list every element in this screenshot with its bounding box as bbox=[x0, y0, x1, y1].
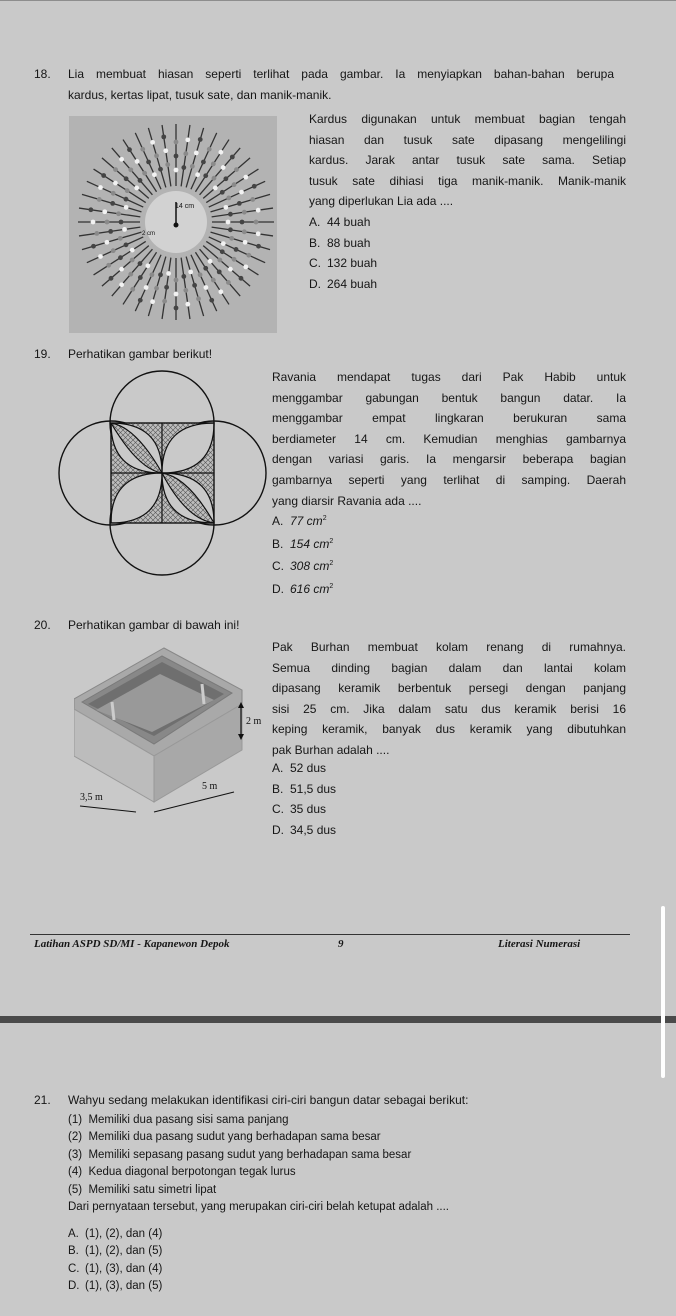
bead bbox=[119, 267, 124, 272]
q19-body-line: yang diarsir Ravania ada .... bbox=[272, 493, 422, 508]
bead bbox=[102, 209, 107, 214]
bead bbox=[232, 257, 237, 262]
bead bbox=[124, 176, 129, 181]
scrollbar[interactable] bbox=[661, 906, 665, 1078]
q18-option-b[interactable]: B. 88 buah bbox=[309, 235, 371, 250]
bead bbox=[256, 208, 261, 213]
q20-body-line: Semua dinding bagian dalam dan lantai kolam bbox=[272, 660, 626, 675]
bead bbox=[229, 236, 234, 241]
q20-option-b[interactable]: B. 51,5 dus bbox=[272, 781, 337, 796]
bead bbox=[237, 201, 242, 206]
label-length: 5 m bbox=[202, 781, 218, 792]
bead bbox=[122, 227, 127, 232]
bead bbox=[218, 289, 223, 294]
bead bbox=[211, 162, 216, 167]
bead bbox=[163, 148, 168, 153]
q19-intro: Perhatikan gambar berikut! bbox=[68, 347, 213, 361]
q20-option-a[interactable]: A. 52 dus bbox=[272, 761, 327, 775]
bead bbox=[203, 173, 208, 178]
bead bbox=[135, 159, 140, 164]
bead bbox=[209, 298, 214, 303]
bead bbox=[243, 240, 248, 245]
page-break bbox=[0, 1016, 676, 1023]
bead bbox=[223, 205, 228, 210]
bead bbox=[220, 190, 225, 195]
bead bbox=[144, 285, 149, 290]
q19-option-a[interactable]: A. 77 $cm^2$ bbox=[272, 514, 327, 528]
bead bbox=[128, 272, 133, 277]
q19-circles-drawing bbox=[58, 365, 272, 581]
bead bbox=[97, 197, 102, 202]
q20-pool-figure bbox=[74, 644, 274, 824]
bead bbox=[125, 188, 130, 193]
bead bbox=[256, 231, 261, 236]
q20-body-line: Pak Burhan membuat kolam renang di rumahnya. bbox=[272, 640, 626, 654]
bead bbox=[230, 155, 235, 160]
bead bbox=[94, 231, 99, 236]
bead bbox=[242, 229, 247, 234]
bead bbox=[113, 167, 118, 172]
q19-options bbox=[272, 509, 333, 599]
bead bbox=[124, 197, 129, 202]
label-depth: 2 m bbox=[246, 716, 262, 727]
bead bbox=[158, 272, 163, 277]
bead bbox=[183, 151, 188, 156]
bead bbox=[228, 267, 233, 272]
q20-body-line: sisi 25 cm. Jika dalam satu dus keramik berisi 16 bbox=[272, 701, 626, 716]
bead bbox=[198, 272, 203, 277]
bead bbox=[218, 150, 223, 155]
bead bbox=[138, 275, 143, 280]
bead bbox=[234, 247, 239, 252]
q19-body-line: gambarnya seperti yang terlihat di samping. Daerah bbox=[272, 472, 626, 487]
q19-option-d[interactable]: D. 616 $cm^2$ bbox=[272, 581, 334, 596]
bead bbox=[134, 186, 139, 191]
bead bbox=[109, 276, 114, 281]
q18-intro-line: Lia membuat hiasan seperti terlihat pada gambar. Ia menyiapkan bahan-bahan berupa bbox=[68, 67, 614, 81]
q21-number: 21. bbox=[34, 1093, 51, 1107]
q20-body-line: keping keramik, banyak dus keramik yang dibutuhkan bbox=[272, 722, 626, 737]
q18-body-line: kardus. Jarak antar tusuk sate sama. Setiap bbox=[309, 153, 626, 168]
footer-divider bbox=[30, 934, 630, 935]
q18-option-d[interactable]: D. 264 buah bbox=[309, 276, 378, 291]
bead bbox=[142, 171, 147, 176]
bead bbox=[98, 254, 103, 259]
q19-number: 19. bbox=[34, 347, 51, 361]
bead bbox=[207, 147, 212, 152]
bead bbox=[223, 176, 228, 181]
bead bbox=[146, 160, 151, 165]
bead bbox=[161, 134, 166, 139]
bead bbox=[124, 205, 129, 210]
bead bbox=[174, 154, 179, 159]
bead bbox=[208, 259, 213, 264]
bead bbox=[118, 236, 123, 241]
bead bbox=[98, 185, 103, 190]
bead bbox=[130, 258, 135, 263]
q21-option-b[interactable]: B. (1), (2), dan (5) bbox=[68, 1245, 163, 1258]
q19-body-line: berdiameter 14 cm. Kemudian menghias gambarnya bbox=[272, 431, 626, 446]
bead bbox=[234, 167, 239, 172]
footer-page-number: 9 bbox=[338, 938, 344, 950]
bead bbox=[217, 258, 222, 263]
bead bbox=[188, 269, 193, 274]
bead bbox=[226, 280, 231, 285]
bead bbox=[127, 147, 132, 152]
bead bbox=[162, 299, 167, 304]
bead bbox=[88, 207, 93, 212]
bead bbox=[106, 263, 111, 268]
footer-title: Latihan ASPD SD/MI - Kapanewon Depok bbox=[34, 938, 230, 950]
bead bbox=[128, 167, 133, 172]
bead bbox=[119, 282, 124, 287]
bead bbox=[181, 165, 186, 170]
bead bbox=[183, 288, 188, 293]
bead bbox=[158, 167, 163, 172]
q21-statement: (2) Memiliki dua pasang sudut yang berhadapan sama besar bbox=[68, 1131, 381, 1144]
q21-option-d[interactable]: D. (1), (3), dan (5) bbox=[68, 1280, 163, 1293]
footer-subject: Literasi Numerasi bbox=[498, 938, 581, 950]
bead bbox=[243, 175, 248, 180]
bead bbox=[239, 276, 244, 281]
bead bbox=[203, 266, 208, 271]
bead bbox=[118, 255, 123, 260]
q18-body-line: tusuk sate dihiasi tiga manik-manik. Manik-manik bbox=[309, 173, 626, 188]
bead bbox=[111, 191, 116, 196]
q21-option-c[interactable]: C. (1), (3), dan (4) bbox=[68, 1262, 163, 1275]
q20-options bbox=[272, 758, 336, 840]
center-dot bbox=[174, 223, 179, 228]
bead bbox=[113, 181, 118, 186]
skewer-stick bbox=[123, 140, 157, 192]
bead bbox=[119, 220, 124, 225]
bead bbox=[192, 283, 197, 288]
q21-statement: (3) Memiliki sepasang pasang sudut yang berhadapan sama besar bbox=[68, 1148, 412, 1161]
bead bbox=[226, 220, 231, 225]
bead bbox=[110, 201, 115, 206]
bead bbox=[138, 178, 143, 183]
bead bbox=[201, 160, 206, 165]
q18-body-line: hiasan dan tusuk sate dipasang mengelilingi bbox=[309, 132, 626, 147]
q21-intro: Wahyu sedang melakukan identifikasi ciri-ciri bangun datar sebagai berikut: bbox=[68, 1093, 469, 1107]
q19-body-line: menggambar empat lingkaran berukuran sama bbox=[272, 411, 626, 426]
bead bbox=[212, 176, 217, 181]
q21-question: Dari pernyataan tersebut, yang merupakan ciri-ciri belah ketupat adalah .... bbox=[68, 1201, 449, 1214]
q20-number: 20. bbox=[34, 618, 51, 632]
bead bbox=[138, 298, 143, 303]
q19-body-line: dengan variasi garis. Ia mengarsir beberapa bagian bbox=[272, 452, 626, 467]
bead bbox=[150, 299, 155, 304]
bead bbox=[165, 162, 170, 167]
bead bbox=[239, 190, 244, 195]
bead bbox=[91, 244, 96, 249]
q18-intro-line: kardus, kertas lipat, tusuk sate, dan manik-manik. bbox=[68, 87, 332, 102]
bead bbox=[190, 164, 195, 169]
bead bbox=[174, 306, 179, 311]
bead bbox=[164, 285, 169, 290]
bead bbox=[108, 229, 113, 234]
q21-statement: (1) Memiliki dua pasang sisi sama panjang bbox=[68, 1114, 289, 1126]
bead bbox=[140, 147, 145, 152]
q20-body-line: dipasang keramik berbentuk persegi dengan panjang bbox=[272, 681, 626, 696]
bead bbox=[124, 242, 129, 247]
q18-body bbox=[309, 109, 626, 212]
bead bbox=[154, 153, 159, 158]
label-width: 3,5 m bbox=[80, 792, 103, 803]
bead bbox=[138, 261, 143, 266]
q19-option-b[interactable]: B. 154 $cm^2$ bbox=[272, 536, 334, 551]
q19-body-line: menggambar gabungan bentuk bangun datar. Ia bbox=[272, 390, 626, 405]
bead bbox=[243, 264, 248, 269]
q19-body-line: Ravania mendapat tugas dari Pak Habib untuk bbox=[272, 370, 626, 384]
bead bbox=[91, 220, 96, 225]
bead bbox=[232, 182, 237, 187]
bead bbox=[154, 286, 159, 291]
bead bbox=[150, 272, 155, 277]
q20-option-d[interactable]: D. 34,5 dus bbox=[272, 822, 337, 837]
bead bbox=[119, 157, 124, 162]
bead bbox=[130, 287, 135, 292]
bead bbox=[145, 263, 150, 268]
q18-sunburst-drawing bbox=[69, 116, 277, 333]
q21-option-a[interactable]: A. (1), (2), dan (4) bbox=[68, 1228, 163, 1240]
bead bbox=[213, 186, 218, 191]
bead bbox=[246, 253, 251, 258]
q18-option-a[interactable]: A. 44 buah bbox=[309, 215, 371, 229]
q19-body bbox=[272, 367, 626, 511]
bead bbox=[130, 248, 135, 253]
bead bbox=[185, 137, 190, 142]
q18-options bbox=[309, 212, 377, 294]
q18-option-c[interactable]: C. 132 buah bbox=[309, 256, 378, 271]
bead bbox=[221, 165, 226, 170]
bead bbox=[174, 168, 179, 173]
bead bbox=[152, 172, 157, 177]
bead bbox=[101, 173, 106, 178]
label-2cm: 2 cm bbox=[142, 231, 156, 237]
q21-statement: (4) Kedua diagonal berpotongan tegak lurus bbox=[68, 1166, 296, 1179]
bead bbox=[166, 271, 171, 276]
bead bbox=[111, 248, 116, 253]
bead bbox=[242, 210, 247, 215]
q21-statement: (5) Memiliki satu simetri lipat bbox=[68, 1183, 217, 1196]
bead bbox=[228, 212, 233, 217]
q20-body bbox=[272, 637, 626, 761]
q18-number: 18. bbox=[34, 67, 51, 81]
q21-statements bbox=[68, 1112, 449, 1216]
bead bbox=[195, 172, 200, 177]
bead bbox=[220, 249, 225, 254]
q19-circles-figure bbox=[58, 365, 272, 581]
bead bbox=[256, 244, 261, 249]
q20-body-line: pak Burhan adalah .... bbox=[272, 742, 390, 757]
q18-intro bbox=[68, 64, 614, 105]
bead bbox=[211, 278, 216, 283]
top-border bbox=[0, 0, 676, 1]
q20-intro: Perhatikan gambar di bawah ini! bbox=[68, 618, 240, 632]
bead bbox=[196, 296, 201, 301]
bead bbox=[226, 196, 231, 201]
bead bbox=[250, 197, 255, 202]
q18-body-line: yang diperlukan Lia ada .... bbox=[309, 194, 454, 209]
bead bbox=[204, 285, 209, 290]
bead bbox=[252, 184, 257, 189]
bead bbox=[228, 227, 233, 232]
bead bbox=[254, 220, 259, 225]
label-14cm: 14 cm bbox=[175, 203, 195, 210]
bead bbox=[185, 302, 190, 307]
bead bbox=[105, 240, 110, 245]
bead bbox=[150, 140, 155, 145]
bead bbox=[116, 211, 121, 216]
q21-options bbox=[68, 1226, 162, 1296]
bead bbox=[174, 278, 179, 283]
q18-body-line: Kardus digunakan untuk membuat bagian tengah bbox=[309, 112, 626, 126]
bead bbox=[174, 292, 179, 297]
q19-option-c[interactable]: C. 308 $cm^2$ bbox=[272, 559, 334, 574]
bead bbox=[181, 274, 186, 279]
bead bbox=[174, 140, 179, 145]
q20-pool-drawing bbox=[74, 644, 274, 824]
bead bbox=[198, 137, 203, 142]
bead bbox=[221, 241, 226, 246]
q18-decoration-figure bbox=[69, 116, 277, 333]
q20-option-c[interactable]: C. 35 dus bbox=[272, 802, 327, 817]
bead bbox=[105, 220, 110, 225]
bead bbox=[217, 269, 222, 274]
bead bbox=[194, 151, 199, 156]
bead bbox=[240, 220, 245, 225]
